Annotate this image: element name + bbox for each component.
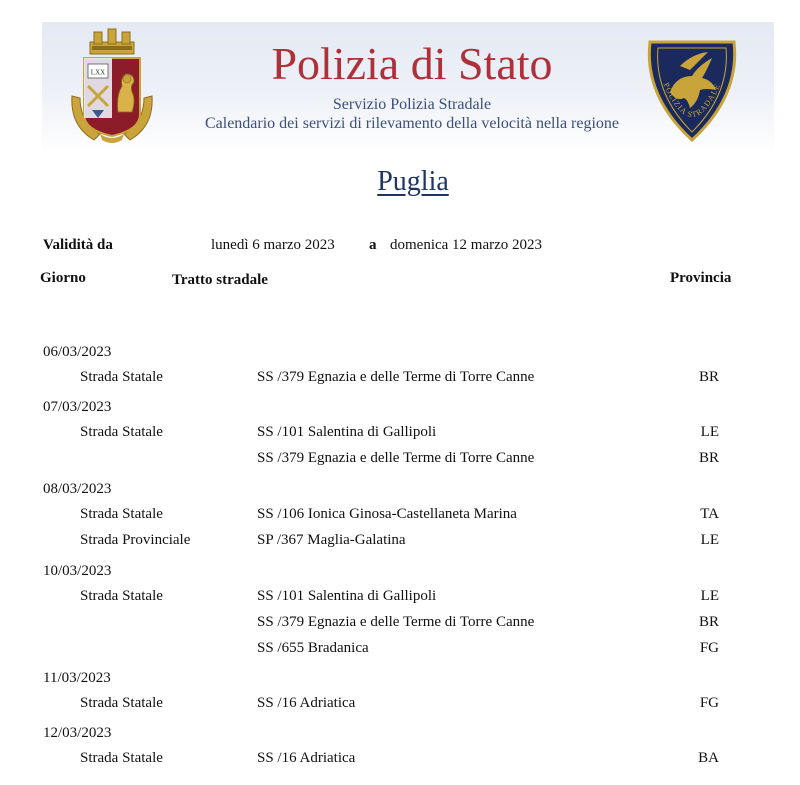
- province-code: BR: [698, 369, 719, 385]
- schedule-date: 08/03/2023: [43, 481, 112, 497]
- road-section: SP /367 Maglia-Galatina: [257, 532, 406, 548]
- schedule-date: 06/03/2023: [43, 344, 112, 360]
- polizia-crest-logo: [64, 26, 160, 148]
- road-section: SS /379 Egnazia e delle Terme di Torre Canne: [257, 614, 535, 630]
- province-code: BA: [698, 750, 719, 766]
- validity-label: Validità da: [43, 237, 113, 253]
- province-code: TA: [700, 506, 719, 522]
- road-section: SS /379 Egnazia e delle Terme di Torre Canne: [257, 450, 535, 466]
- province-code: LE: [700, 532, 719, 548]
- road-section: SS /655 Bradanica: [257, 640, 369, 656]
- province-code: FG: [699, 695, 719, 711]
- road-type: Strada Statale: [80, 750, 163, 766]
- validity-separator: a: [369, 237, 377, 253]
- province-code: BR: [698, 614, 719, 630]
- road-section: SS /101 Salentina di Gallipoli: [257, 424, 437, 440]
- road-type: Strada Statale: [80, 424, 163, 440]
- province-code: LE: [700, 424, 719, 440]
- road-section: SS /106 Ionica Ginosa-Castellaneta Marina: [257, 506, 517, 522]
- schedule-date: 10/03/2023: [43, 563, 112, 579]
- validity-to: domenica 12 marzo 2023: [390, 237, 543, 253]
- badge-text: POLIZIA STRADALE: [661, 81, 723, 120]
- header-title: Polizia di Stato: [271, 38, 553, 89]
- region-title: Puglia: [377, 166, 449, 197]
- column-header-tratto: Tratto stradale: [172, 272, 268, 288]
- road-section: SS /16 Adriatica: [257, 695, 356, 711]
- road-type: Strada Statale: [80, 695, 163, 711]
- road-type: Strada Provinciale: [80, 532, 191, 548]
- header-subtitle-service: Servizio Polizia Stradale: [332, 96, 492, 113]
- crest-shield-text: LXX: [90, 68, 106, 77]
- road-section: SS /16 Adriatica: [257, 750, 356, 766]
- province-code: FG: [699, 640, 719, 656]
- road-section: SS /101 Salentina di Gallipoli: [257, 588, 437, 604]
- province-code: LE: [700, 588, 719, 604]
- road-type: Strada Statale: [80, 506, 163, 522]
- schedule-date: 11/03/2023: [43, 670, 111, 686]
- validity-from: lunedì 6 marzo 2023: [211, 237, 335, 253]
- page-header: [42, 22, 774, 154]
- schedule-date: 07/03/2023: [43, 399, 112, 415]
- road-type: Strada Statale: [80, 369, 163, 385]
- column-header-provincia: Provincia: [670, 270, 732, 286]
- province-code: BR: [698, 450, 719, 466]
- column-header-giorno: Giorno: [40, 270, 86, 286]
- road-section: SS /379 Egnazia e delle Terme di Torre Canne: [257, 369, 535, 385]
- header-subtitle-calendar: Calendario dei servizi di rilevamento della velocità nella regione: [204, 115, 620, 132]
- road-type: Strada Statale: [80, 588, 163, 604]
- polizia-stradale-badge-logo: [640, 36, 744, 144]
- schedule-date: 12/03/2023: [43, 725, 112, 741]
